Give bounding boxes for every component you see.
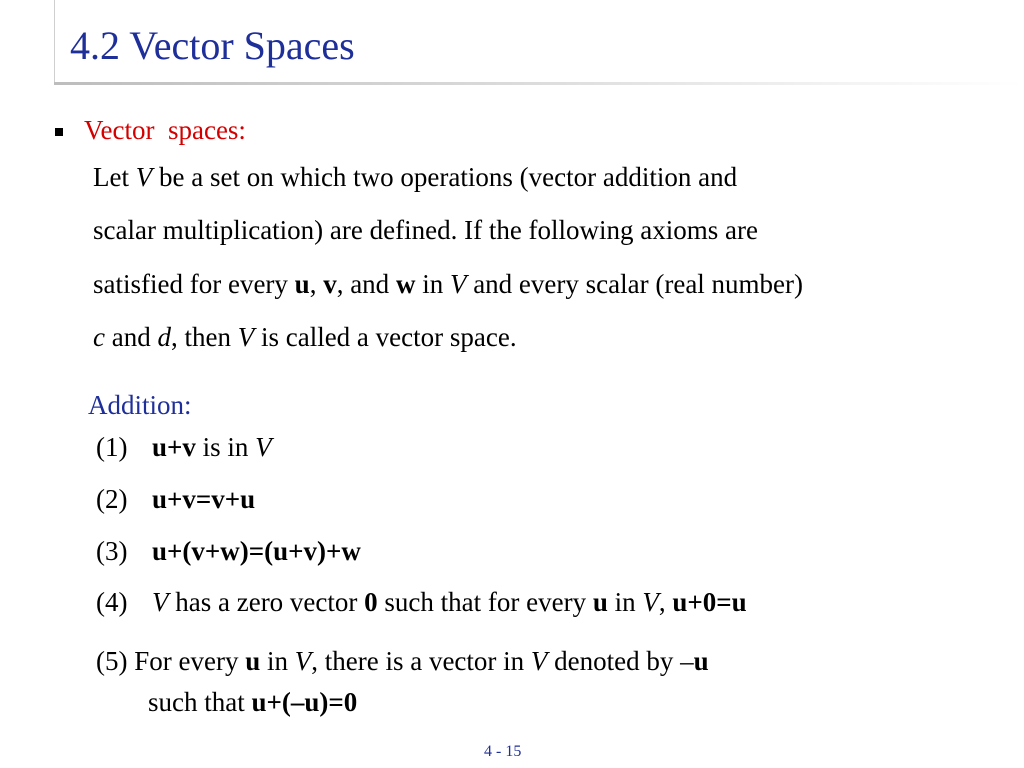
axiom-3 [96,534,361,568]
definition-line-3 [93,267,803,301]
text-span: , then [170,322,238,352]
axiom-expression: u+v=v+u [152,484,256,514]
text-span: denoted by – [547,646,694,676]
axiom-expression: u+v [152,432,196,462]
axiom-number: (5) [96,646,128,676]
vector-u: u [245,646,261,676]
text-span: such that [148,687,252,717]
text-span: Let [93,162,136,192]
symbol-V: V [530,646,548,676]
addition-heading: Addition: [88,390,192,420]
definition-line-2: scalar multiplication) are defined. If the following axioms are [93,215,759,245]
text-span: be a set on which two operations (vector addition and [152,162,738,192]
axiom-4 [96,585,747,619]
definition-line-4 [93,320,517,354]
symbol-V: V [237,322,255,352]
symbol-V: V [255,432,272,462]
axiom-expression: u+(–u)=0 [251,687,358,717]
axiom-number: (1) [96,432,128,462]
zero-vector: 0 [364,587,378,617]
vector-u: u [294,269,310,299]
slide-title: 4.2 Vector Spaces [70,23,355,68]
text-span: and every scalar (real number) [466,269,804,299]
axiom-1 [96,430,272,464]
text-span: such that for every [377,587,593,617]
title-left-rule [54,0,55,85]
text-span: is called a vector space. [254,322,517,352]
axiom-5-line-2 [148,685,357,719]
axiom-number: (3) [96,536,128,566]
text-span: , [658,587,673,617]
text-span: , and [336,269,396,299]
axiom-number: (4) [96,587,128,617]
page-number: 4 - 15 [484,743,522,760]
vector-w: w [395,269,416,299]
axiom-expression: u+(v+w)=(u+v)+w [152,536,361,566]
title-underline [54,82,1024,85]
symbol-V: V [642,587,659,617]
text-span: and [104,322,158,352]
text-span: , [309,269,324,299]
scalar-d: d [157,322,171,352]
definition-heading: Vector spaces: [84,115,246,145]
symbol-V: V [152,587,169,617]
text-span: in [607,587,643,617]
text-span: For every [127,646,246,676]
vector-u: u [592,587,608,617]
text-span: has a zero vector [168,587,365,617]
symbol-V: V [135,162,153,192]
vector-v: v [323,269,337,299]
text-span: is in [195,432,256,462]
vector-u: u [693,646,709,676]
axiom-5 [96,644,709,678]
axiom-2 [96,482,255,516]
symbol-V: V [449,269,467,299]
square-bullet-icon [55,128,63,136]
axiom-expression: u+0=u [672,587,747,617]
text-span: satisfied for every [93,269,295,299]
text-span: in [260,646,295,676]
axiom-number: (2) [96,484,128,514]
text-span: in [415,269,450,299]
definition-line-1 [93,160,737,194]
scalar-c: c [93,322,105,352]
symbol-V: V [294,646,312,676]
text-span: , there is a vector in [311,646,531,676]
